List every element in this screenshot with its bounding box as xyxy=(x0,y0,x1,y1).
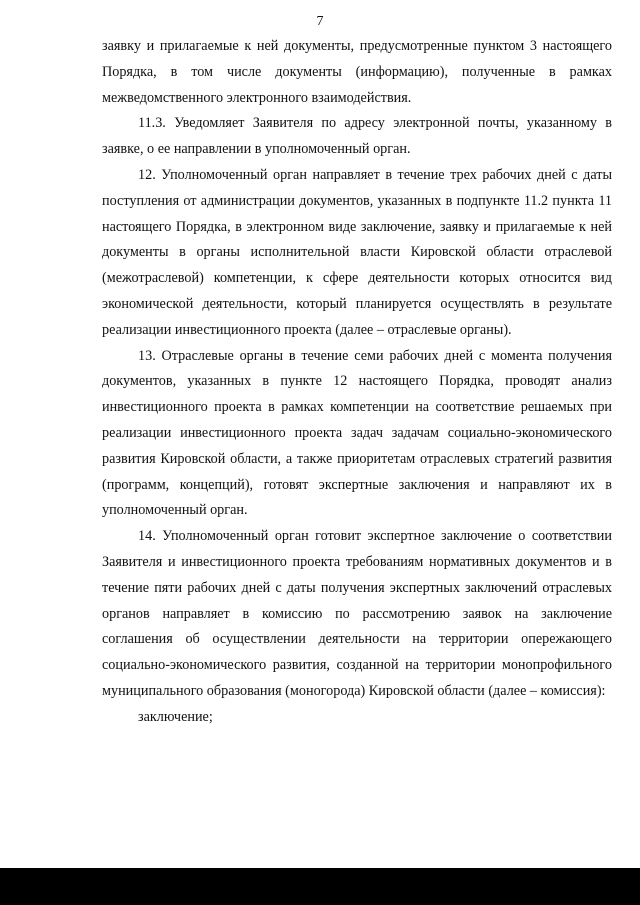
paragraph-11-3: 11.3. Уведомляет Заявителя по адресу электронной почты, указанному в заявке, о ее направлении в уполномоченный орган. xyxy=(102,115,612,158)
list-item-conclusion: заключение; xyxy=(138,708,213,725)
paragraph-14: 14. Уполномоченный орган готовит экспертное заключение о соответствии Заявителя и инвестиционного проекта требованиям нормативных документов и в течение пяти рабочих дней с даты получения экспертных заключений отраслевых органов направляет в комиссию по рассмотрению заявок на заключение соглашения об осуществлении деятельности на территории опережающего социально-экономического развития, созданной на территории монопрофильного муниципального образования (моногорода) Кировской области (далее – комиссия): xyxy=(102,528,612,699)
paragraph-continuation: заявку и прилагаемые к ней документы, предусмотренные пунктом 3 настоящего Порядка, в том числе документы (информацию), полученные в рамках межведомственного электронного взаимодействия. xyxy=(102,38,612,106)
page-number: 7 xyxy=(316,14,324,29)
paragraph-12: 12. Уполномоченный орган направляет в течение трех рабочих дней с даты поступления от администрации документов, указанных в подпункте 11.2 пункта 11 настоящего Порядка, в электронном виде заключение, заявку и прилагаемые к ней документы в органы исполнительной власти Кировской области отраслевой (межотраслевой) компетенции, к сфере деятельности которых относится вид экономической деятельности, который планируется осуществлять в результате реализации инвестиционного проекта (далее – отраслевые органы). xyxy=(102,166,612,338)
paragraph-13: 13. Отраслевые органы в течение семи рабочих дней с момента получения документов, указанных в пункте 12 настоящего Порядка, проводят анализ инвестиционного проекта в рамках компетенции на соответствие решаемых при реализации инвестиционного проекта задач задачам социально-экономического развития Кировской области, а также приоритетам отраслевых стратегий развития (программ, концепций), готовят экспертные заключения и направляют их в уполномоченный орган. xyxy=(102,347,612,519)
scan-bottom-border xyxy=(0,868,640,905)
document-body xyxy=(102,34,612,731)
